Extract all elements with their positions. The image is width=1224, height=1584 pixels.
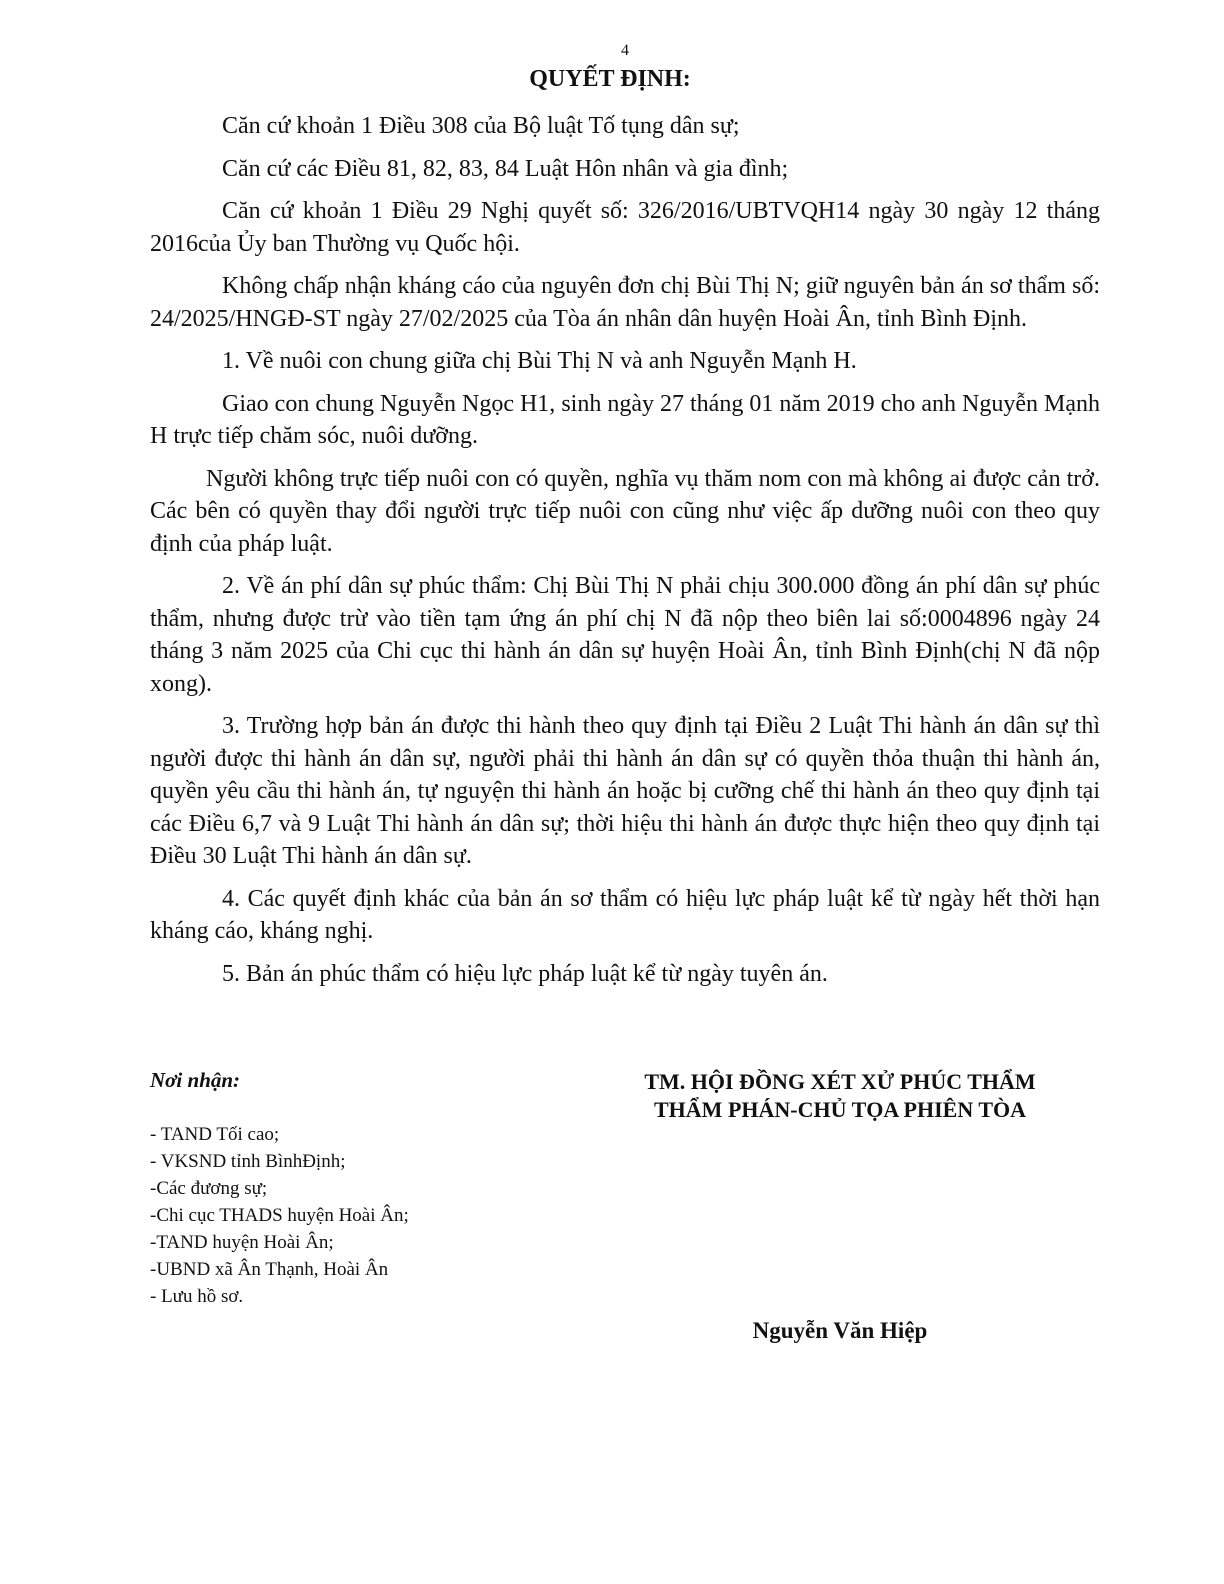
paragraph: 1. Về nuôi con chung giữa chị Bùi Thị N và anh Nguyễn Mạnh H. <box>222 348 857 374</box>
paragraph: Căn cứ khoản 1 Điều 29 Nghị quyết số: 326/2016/UBTVQH14 ngày 30 ngày 12 tháng 2016của Ủy ban Thường vụ Quốc hội. <box>150 198 1100 257</box>
paragraph: 3. Trường hợp bản án được thi hành theo quy định tại Điều 2 Luật Thi hành án dân sự thì người được thi hành án dân sự, người phải thi hành án dân sự có quyền thỏa thuận thi hành án, quyền yêu cầu thi hành án, tự nguyện thi hành án hoặc bị cưỡng chế thi hành án theo quy định tại các Điều 6,7 và 9 Luật Thi hành án dân sự; thời hiệu thi hành án được thực hiện theo quy định tại Điều 30 Luật Thi hành án dân sự. <box>150 713 1100 869</box>
signature-line-1: TM. HỘI ĐỒNG XÉT XỬ PHÚC THẨM <box>644 1069 1036 1094</box>
recipients-block <box>150 1068 570 1310</box>
decision-body <box>150 110 1100 1000</box>
recipient-item: - Lưu hồ sơ. <box>150 1286 244 1307</box>
paragraph: 5. Bản án phúc thẩm có hiệu lực pháp luật kể từ ngày tuyên án. <box>222 960 828 987</box>
paragraph: Không chấp nhận kháng cáo của nguyên đơn chị Bùi Thị N; giữ nguyên bản án sơ thẩm số: 24/2025/HNGĐ-ST ngày 27/02/2025 của Tòa án nhân dân huyện Hoài Ân, tỉnh Bình Định. <box>150 273 1100 332</box>
recipients-title: Nơi nhận: <box>150 1068 241 1092</box>
signature-block <box>560 1068 1120 1124</box>
decision-title: QUYẾT ĐỊNH: <box>529 66 691 92</box>
recipient-item: -UBND xã Ân Thạnh, Hoài Ân <box>150 1259 389 1280</box>
paragraph: Người không trực tiếp nuôi con có quyền, nghĩa vụ thăm nom con mà không ai được cản trở. Các bên có quyền thay đổi người trực tiếp nuôi con cũng như việc ấp dưỡng nuôi con theo quy định của pháp luật. <box>150 465 1100 557</box>
recipient-item: -TAND huyện Hoài Ân; <box>150 1232 334 1253</box>
recipient-item: -Chi cục THADS huyện Hoài Ân; <box>150 1205 409 1226</box>
paragraph: Giao con chung Nguyễn Ngọc H1, sinh ngày 27 tháng 01 năm 2019 cho anh Nguyễn Mạnh H trực tiếp chăm sóc, nuôi dưỡng. <box>150 390 1100 449</box>
recipient-item: - TAND Tối cao; <box>150 1124 280 1145</box>
recipient-item: - VKSND tỉnh BìnhĐịnh; <box>150 1151 346 1172</box>
signer-name: Nguyễn Văn Hiệp <box>752 1318 928 1343</box>
paragraph: 4. Các quyết định khác của bản án sơ thẩm có hiệu lực pháp luật kể từ ngày hết thời hạn kháng cáo, kháng nghị. <box>150 885 1100 944</box>
signature-line-2: THẨM PHÁN-CHỦ TỌA PHIÊN TÒA <box>654 1097 1026 1122</box>
paragraph: Căn cứ khoản 1 Điều 308 của Bộ luật Tố tụng dân sự; <box>222 113 740 139</box>
page-number: 4 <box>621 42 629 59</box>
paragraph: 2. Về án phí dân sự phúc thẩm: Chị Bùi Thị N phải chịu 300.000 đồng án phí dân sự phúc thẩm, nhưng được trừ vào tiền tạm ứng án phí chị N đã nộp theo biên lai số:0004896 ngày 24 tháng 3 năm 2025 của Chi cục thi hành án dân sự huyện Hoài Ân, tỉnh Bình Định(chị N đã nộp xong). <box>150 573 1100 697</box>
recipients-list <box>150 1121 570 1310</box>
paragraph: Căn cứ các Điều 81, 82, 83, 84 Luật Hôn nhân và gia đình; <box>222 155 789 182</box>
recipient-item: -Các đương sự; <box>150 1178 268 1199</box>
